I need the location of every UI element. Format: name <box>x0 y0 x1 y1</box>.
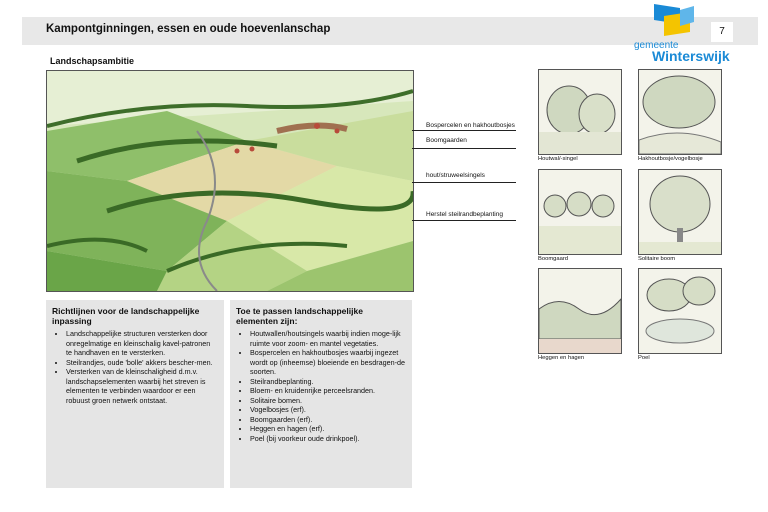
page-title: Kampontginningen, essen en oude hoevenlanschap <box>46 23 331 35</box>
list-item: • Steilrandjes, oude 'bolle' akkers bescher-men. <box>66 358 218 368</box>
callout-singels: hout/struweelsingels <box>426 172 485 179</box>
elements-list <box>236 329 406 443</box>
list-item: • Landschappelijke structuren versterken door onregelmatige en kleinschalig kavel-patronen te handhaven en te versterken. <box>66 329 218 358</box>
thumbnail-solitaire-boom <box>638 169 722 255</box>
list-item: • Houtwallen/houtsingels waarbij indien moge-lijk ruimte voor zoom- en mantel vegetaties. <box>250 329 406 348</box>
guidelines-list <box>52 329 218 405</box>
list-item: • Steilrandbeplanting. <box>250 377 406 387</box>
list-item: • Versterken van de kleinschaligheid d.m.v. landschapselementen waarbij het streven is elementen te verbinden waardoor er een robuust groen netwerk ontstaat. <box>66 367 218 405</box>
thumbnail-hakhoutbosje <box>638 69 722 155</box>
guidelines-box <box>46 300 224 488</box>
thumbnail-houtwal <box>538 69 622 155</box>
callout-line <box>412 220 516 221</box>
callout-bospercelen: Bospercelen en hakhoutbosjes <box>426 122 515 129</box>
thumbnail-heggen <box>538 268 622 354</box>
callout-line <box>412 130 516 131</box>
callout-line <box>412 148 516 149</box>
landscape-illustration <box>46 70 414 292</box>
elements-box <box>230 300 412 488</box>
list-item: • Poel (bij voorkeur oude drinkpoel). <box>250 434 406 444</box>
list-item: • Bospercelen en hakhoutbosjes waarbij ingezet wordt op (inheemse) bloeiende en besdragen-de soorten. <box>250 348 406 377</box>
thumbnail-label: Heggen en hagen <box>538 355 585 361</box>
section-title: Landschapsambitie <box>50 56 135 66</box>
thumbnail-label: Houtwal/-singel <box>538 156 578 162</box>
elements-title: Toe te passen landschappelijke elementen zijn: <box>236 306 363 326</box>
thumbnail-label: Solitaire boom <box>638 256 676 262</box>
list-item: • Boomgaarden (erf). <box>250 415 406 425</box>
page-number: 7 <box>711 22 733 42</box>
list-item: • Bloem- en kruidenrijke perceelsranden. <box>250 386 406 396</box>
callout-steilrand: Herstel steilrandbeplanting <box>426 211 503 218</box>
thumbnail-label: Boomgaard <box>538 256 568 262</box>
callout-boomgaarden: Boomgaarden <box>426 137 467 144</box>
thumbnail-poel <box>638 268 722 354</box>
thumbnail-label: Poel <box>638 355 650 361</box>
callout-line <box>412 182 516 183</box>
list-item: • Heggen en hagen (erf). <box>250 424 406 434</box>
thumbnail-label: Hakhoutbosje/vogelbosje <box>638 156 703 162</box>
list-item: • Solitaire bomen. <box>250 396 406 406</box>
list-item: • Vogelbosjes (erf). <box>250 405 406 415</box>
logo-text-gemeente: gemeente <box>634 40 679 51</box>
guidelines-title: Richtlijnen voor de landschappelijke inpassing <box>52 306 200 326</box>
thumbnail-boomgaard <box>538 169 622 255</box>
logo-text-winterswijk: Winterswijk <box>652 48 730 64</box>
